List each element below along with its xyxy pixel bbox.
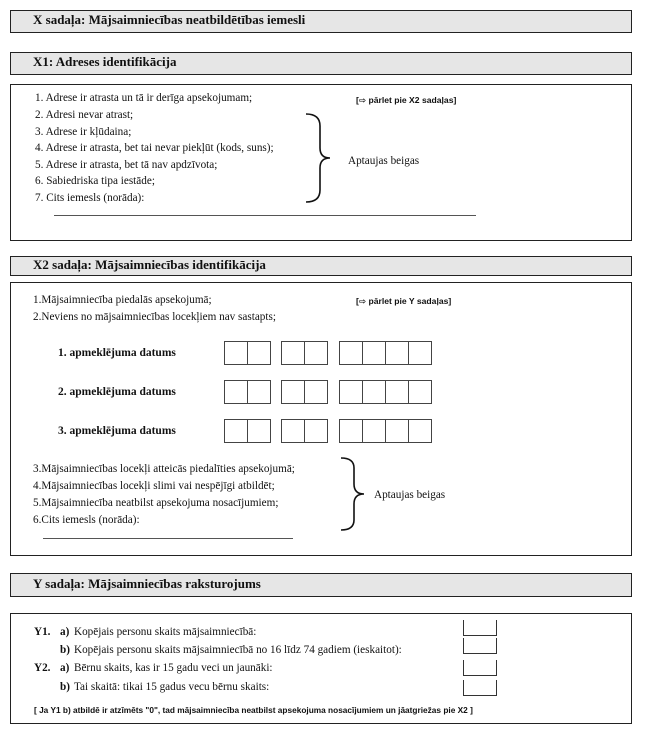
y1-label: Y1. <box>34 626 51 638</box>
x1-end-label: Aptaujas beigas <box>348 155 420 167</box>
x2-item-4: 4.Mājsaimniecības locekļi slimi vai nespējīgi atbildēt; <box>33 480 275 492</box>
x2-item-2: 2.Neviens no mājsaimniecības locekļiem nav sastapts; <box>33 311 276 323</box>
section-y-header <box>10 573 632 597</box>
visit-2-label: 2. apmeklējuma datums <box>58 386 176 398</box>
x1-brace <box>303 112 333 204</box>
y2b-label: b) <box>60 681 70 693</box>
section-y-title: Y sadaļa: Mājsaimniecības raksturojums <box>33 576 261 591</box>
x2-brace <box>338 456 368 532</box>
x1-goto-instruction: [⇨ pārlet pie X2 sadaļas] <box>356 95 457 105</box>
x1-item-3: 3. Adrese ir kļūdaina; <box>35 126 132 138</box>
y2a-text: Bērnu skaits, kas ir 15 gadu veci un jaunāki: <box>74 662 273 674</box>
y2-label: Y2. <box>34 662 51 674</box>
y1a-label: a) <box>60 626 70 638</box>
x2-other-reason-line[interactable] <box>43 538 293 539</box>
y1a-answer-box[interactable] <box>463 620 497 636</box>
y1b-label: b) <box>60 644 70 656</box>
visit-1-label: 1. apmeklējuma datums <box>58 347 176 359</box>
y2b-text: Tai skaitā: tikai 15 gadus vecu bērnu skaits: <box>74 681 270 693</box>
section-x-header <box>10 10 632 33</box>
x1-item-6: 6. Sabiedriska tipa iestāde; <box>35 175 155 187</box>
y-instruction-note: [ Ja Y1 b) atbildē ir atzīmēts "0", tad mājsaimniecība neatbilst apsekojuma nosacījumiem un jāatgriežas pie X2 ] <box>34 705 473 715</box>
visit-3-label: 3. apmeklējuma datums <box>58 425 176 437</box>
y1a-text: Kopējais personu skaits mājsaimniecībā: <box>74 626 257 638</box>
y2b-answer-box[interactable] <box>463 680 497 696</box>
x1-header <box>10 52 632 75</box>
x1-other-reason-line[interactable] <box>54 215 476 216</box>
section-x-title: X sadaļa: Mājsaimniecības neatbildētības iemesli <box>33 12 306 27</box>
x2-end-label: Aptaujas beigas <box>374 489 446 501</box>
x2-item-3: 3.Mājsaimniecības locekļi atteicās piedalīties apsekojumā; <box>33 463 295 475</box>
x1-item-4: 4. Adrese ir atrasta, bet tai nevar piekļūt (kods, suns); <box>35 142 274 154</box>
x1-title: X1: Adreses identifikācija <box>33 54 177 69</box>
x1-item-1: 1. Adrese ir atrasta un tā ir derīga apsekojumam; <box>35 92 253 104</box>
x1-item-5: 5. Adrese ir atrasta, bet tā nav apdzīvota; <box>35 159 218 171</box>
x2-item-5: 5.Mājsaimniecība neatbilst apsekojuma nosacījumiem; <box>33 497 279 509</box>
y1b-answer-box[interactable] <box>463 638 497 654</box>
y1b-text: Kopējais personu skaits mājsaimniecībā no 16 līdz 74 gadiem (ieskaitot): <box>74 644 402 656</box>
y2a-label: a) <box>60 662 70 674</box>
x2-item-1: 1.Mājsaimniecība piedalās apsekojumā; <box>33 294 212 306</box>
x1-item-2: 2. Adresi nevar atrast; <box>35 109 134 121</box>
x2-header <box>10 256 632 276</box>
x2-item-6: 6.Cits iemesls (norāda): <box>33 514 140 526</box>
y2a-answer-box[interactable] <box>463 660 497 676</box>
x2-goto-instruction: [⇨ pārlet pie Y sadaļas] <box>356 296 452 306</box>
x1-item-7: 7. Cits iemesls (norāda): <box>35 192 145 204</box>
x2-title: X2 sadaļa: Mājsaimniecības identifikācija <box>33 257 266 272</box>
